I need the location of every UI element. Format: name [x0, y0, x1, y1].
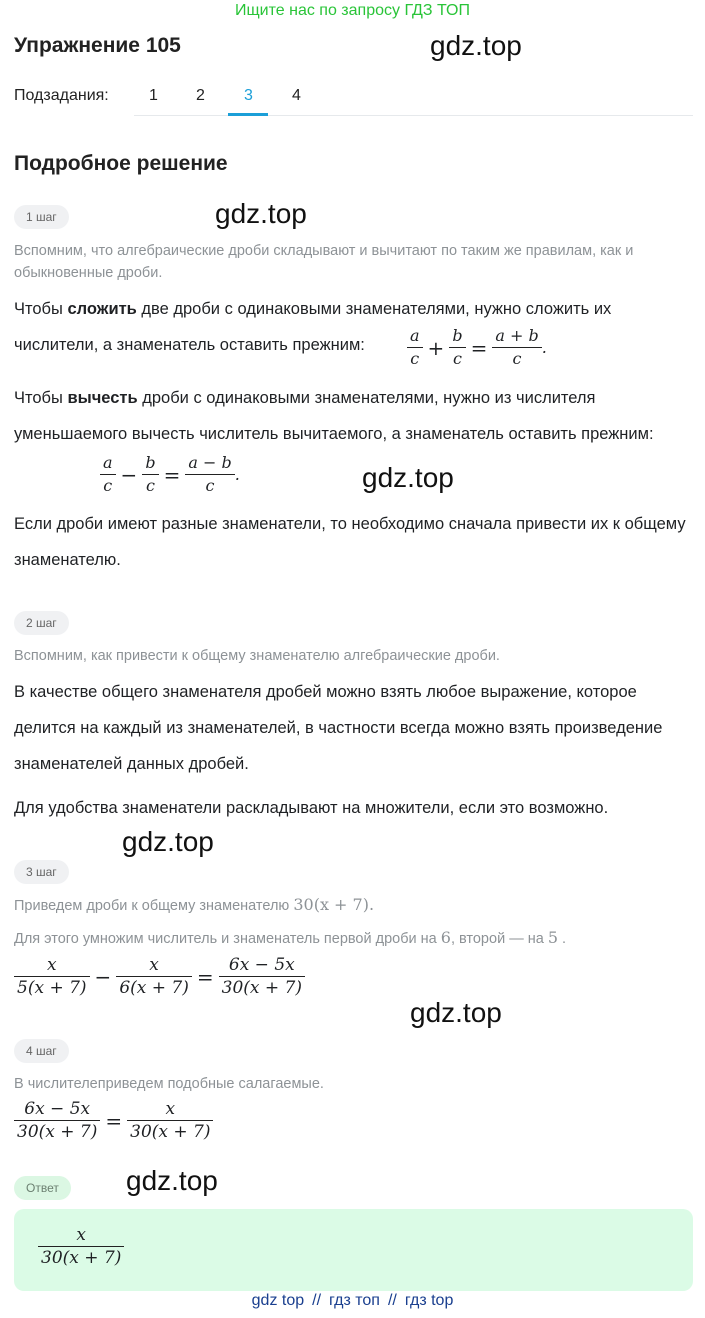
- tab-subtask-3[interactable]: 3: [244, 87, 253, 104]
- watermark: gdz.top: [215, 198, 307, 229]
- subtasks-label: Подзадания:: [14, 87, 109, 104]
- formula-subtraction: $\frac{a}{c}$ − $\frac{b}{c}$ = $\frac{a - b}{c}$ .: [100, 452, 240, 497]
- footer-link-2[interactable]: гдз топ: [329, 1292, 380, 1309]
- watermark: gdz.top: [362, 462, 454, 493]
- tab-subtask-1[interactable]: 1: [149, 87, 158, 104]
- bold-add: сложить: [67, 300, 137, 318]
- step-badge-3: 3 шаг: [14, 860, 69, 884]
- page-title: Упражнение 105: [14, 34, 181, 57]
- step2-factorization-note: Для удобства знаменатели раскладывают на множители, если это возможно.: [14, 799, 609, 817]
- bold-subtract: вычесть: [67, 389, 138, 407]
- promo-banner: Ищите нас по запросу ГДЗ ТОП: [235, 2, 470, 19]
- answer-badge: Ответ: [14, 1176, 71, 1200]
- tabs-divider: [134, 115, 693, 116]
- watermark: gdz.top: [430, 30, 522, 61]
- step1-add-rule: Чтобы сложить две дроби с одинаковыми знаменателями, нужно сложить их числители, а знаменатель оставить прежним:: [14, 300, 612, 354]
- step4-hint: В числителеприведем подобные салагаемые.: [14, 1076, 324, 1092]
- step1-hint: Вспомним, что алгебраические дроби складывают и вычитают по таким же правилам, как и обыкновенные дроби.: [14, 243, 634, 281]
- step1-different-denominators: Если дроби имеют разные знаменатели, то необходимо сначала привести их к общему знаменателю.: [14, 515, 686, 569]
- step3-hint-2: Для этого умножим числитель и знаменатель первой дроби на 6, второй — на 5 .: [14, 928, 567, 947]
- footer-link-3[interactable]: гдз top: [404, 1292, 454, 1309]
- step-badge-4: 4 шаг: [14, 1039, 69, 1063]
- answer-formula: $\frac{x}{30(x + 7)}$: [38, 1224, 124, 1269]
- tab-subtask-2[interactable]: 2: [196, 87, 205, 104]
- watermark: gdz.top: [122, 826, 214, 857]
- solution-heading: Подробное решение: [14, 152, 228, 175]
- step-badge-1: 1 шаг: [14, 205, 69, 229]
- formula-addition: $\frac{a}{c}$ + $\frac{b}{c}$ = $\frac{a + b}{c}$ .: [407, 325, 547, 370]
- step2-common-denominator: В качестве общего знаменателя дробей можно взять любое выражение, которое делится на каждый из знаменателей, в частности всегда можно взять произведение знаменателей данных дробей.: [14, 683, 663, 773]
- tab-subtask-4[interactable]: 4: [292, 87, 301, 104]
- watermark: gdz.top: [410, 997, 502, 1028]
- footer-links: gdz top // гдз топ // гдз top: [251, 1292, 454, 1309]
- formula-simplified: $\frac{6x - 5x}{30(x + 7)}$ = $\frac{x}{30(x + 7)}$: [14, 1098, 213, 1143]
- step1-subtract-rule: Чтобы вычесть дроби с одинаковыми знаменателями, нужно из числителя уменьшаемого вычесть числитель вычитаемого, а знаменатель оставить прежним:: [14, 389, 654, 443]
- formula-common-denominator: $\frac{x}{5(x + 7)}$ − $\frac{x}{6(x + 7)}$ = $\frac{6x - 5x}{30(x + 7)}$: [14, 954, 305, 999]
- tab-active-indicator: [228, 113, 268, 116]
- step2-hint: Вспомним, как привести к общему знаменателю алгебраические дроби.: [14, 648, 500, 664]
- answer-box: [14, 1209, 693, 1291]
- step3-hint-1: Приведем дроби к общему знаменателю 30(x + 7).: [14, 895, 375, 914]
- watermark: gdz.top: [126, 1165, 218, 1196]
- footer-link-1[interactable]: gdz top: [251, 1292, 305, 1309]
- step-badge-2: 2 шаг: [14, 611, 69, 635]
